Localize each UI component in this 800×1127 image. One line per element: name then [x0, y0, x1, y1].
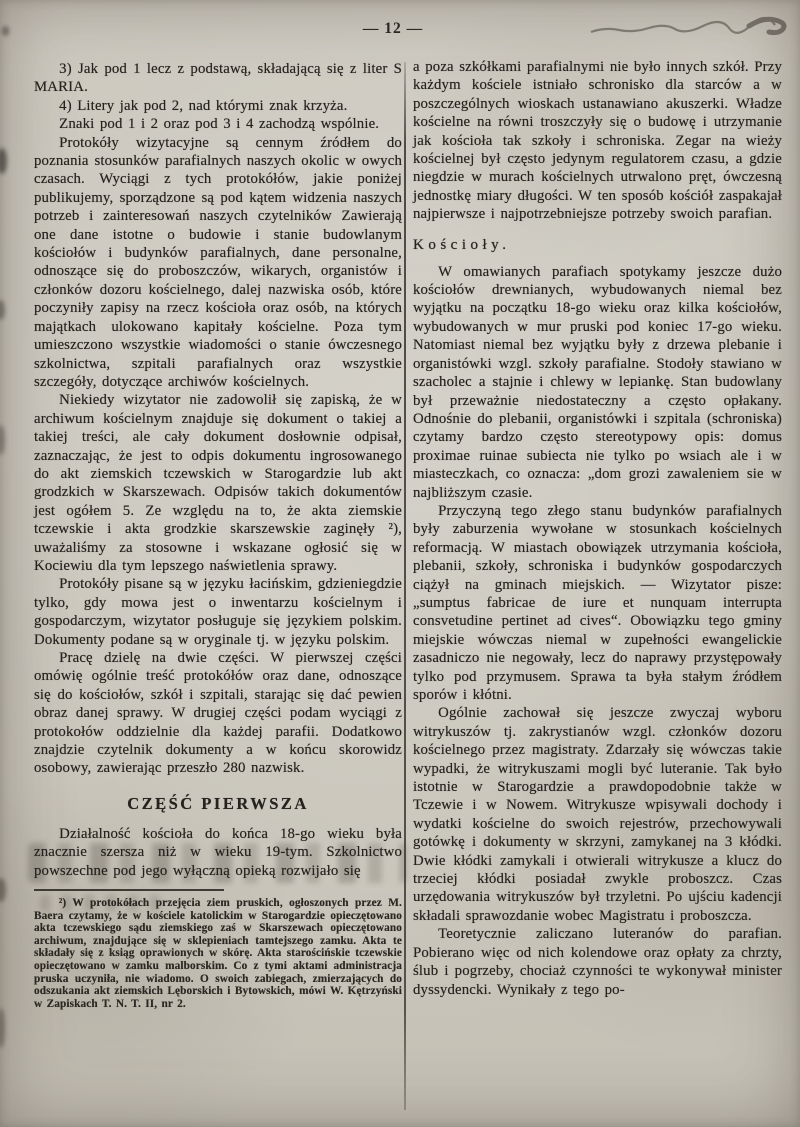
paragraph: Ogólnie zachował się jeszcze zwyczaj wyboru witrykuszów tj. zakrystianów wzgl. członków dozoru kościelnego przez magistraty. Zdarzały się wówczas takie wypadki, że witrykuszami mogli być luteranie. Tak było istotnie w Starogardzie a prawdopodobnie także w Tczewie i w Nowem. Witrykusze wpisywali dochody i wydatki kościelne do swoich rejestrów, przechowywali gotówkę i dokumenty w skrzyni, zamykanej na 3 kłódki. Dwie kłódki zamykali i otwierali witrykusze a klucz do trzeciej kłódki posiadał zwykle proboszcz. Czas urzędowania witrykuszów był trzyletni. Po ujściu kadencji składali sprawozdanie wobec Magistratu i proboszcza. [413, 705, 782, 924]
paragraph: Niekiedy wizytator nie zadowolił się zapiską, że w archiwum kościelnym znajduje się dokument o takiej a takiej treści, ale cały dokument dosłownie odpisał, zaznaczając, że jest to odpis dokumentu ingrosowanego do akt ziemskich tczewskich w Starogardzie lub akt grodzkich w Skarszewach. Odpisów takich dokumentów jest ogółem 5. Ze względu na to, że akta ziemskie tczewskie i akta grodzkie skarszewskie zaginęły ²), uważaliśmy za stosowne i wskazane ogłosić się w Kociewiu dla tym lepszego naświetlenia sprawy. [34, 392, 402, 574]
paragraph: a poza szkółkami parafialnymi nie było innych szkół. Przy każdym kościele istniało schronisko dla starców a w poszczególnych wioskach ustanawiano akuszerki. Władze kościelne na równi troszczyły się o budowę i utrzymanie jak kościoła tak szkoły i schroniska. Zegar na wieży kościelnej był często jedynym regulatorem czasu, a gdzie niegdzie w murach kościelnych utrwalono pręt, ówczesną jednostkę miary długości. W ten sposób kościół zaspakajał najpierwsze i najpotrzebniejsze potrzeby swoich parafian. [413, 59, 782, 223]
section-heading: CZĘŚĆ PIERWSZA [127, 793, 309, 813]
note-line: Znaki pod 1 i 2 oraz pod 3 i 4 zachodzą wspólnie. [59, 116, 380, 133]
ink-bleedthrough-smudge [40, 895, 160, 911]
column-divider-rule [404, 62, 406, 1110]
paragraph: Przyczyną tego złego stanu budynków parafialnych były zaburzenia wywołane w stosunkach kościelnych reformacją. W miastach obowiązek utrzymania kościoła, plebanii, szkoły, schroniska i budynków gospodarczych ciążył na gminach miejskich. — Wizytator pisze: „sumptus fabricae de iure et nunquam interrupta consvetudine pertinet ad cives“. Obowiązku tego gminy miejskie wówczas niemal w zupełności ewangelickie zasadniczo nie negowały, lecz do naprawy przystępowały tylko pod przymusem. Sprawa ta była stałym źródłem sporów i kłótni. [413, 502, 782, 703]
koscioly-heading: Kościoły. [413, 236, 511, 253]
list-item-3: 3) Jak pod 1 lecz z podstawą, składającą się z liter S MARIA. [34, 61, 402, 96]
paragraph: Działalność kościoła do końca 18-go wieku była znacznie szersza niż w wieku 19-tym. Szkolnictwo powszechne pod jego wyłączną opieką rozwijało się [34, 825, 402, 879]
footnote: ²) W protokółach przejęcia ziem pruskich, ogłoszonych przez M. Baera czytamy, że w kościele katolickim w Starogardzie opieczętowano akta tczewskiego sądu ziemskiego zaś w Skarszewach opieczętowano archiwum, znajdujące się w sklepieniach tamtejszego zamku. Akta te składały się z ksiąg oprawionych w skórę. Akta starościńskie tczewskie opieczętowano w zamku malborskim. Co z tymi aktami administracja pruska uczyniła, nie wiadomo. O swoich zabiegach, zmierzających do odszukania akt ziemskich Lęborskich i Bytowskich, mówi W. Kętrzyński w Zapiskach T. N. T. II, nr 2. [34, 897, 402, 1010]
scan-edge-mark [0, 878, 6, 902]
page-number: — 12 — [362, 20, 424, 37]
scan-edge-mark [0, 1008, 5, 1048]
scan-edge-mark [2, 26, 9, 36]
footnote-divider [34, 889, 224, 891]
scan-edge-mark [0, 425, 5, 455]
list-item-4: 4) Litery jak pod 2, nad którymi znak krzyża. [59, 97, 348, 114]
paragraph: Pracę dzielę na dwie części. W pierwszej części omówię ogólnie treść protokółów oraz dane, odnoszące się do kościołów, szkół i szpitali, starając się dać pewien obraz danej sprawy. W drugiej części podam wyciągi z protokołów oddzielnie dla każdej parafii. Dodatkowo znajdzie czytelnik dokumenty a w końcu skorowidz osobowy, zawierając przeszło 280 nazwisk. [34, 650, 402, 777]
scan-edge-mark [0, 300, 5, 320]
paragraph: Protokóły wizytacyjne są cennym źródłem do poznania stosunków parafialnych naszych okolic w owych czasach. Wyciągi z tych protokółów, jakie poniżej publikujemy, sporządzone są pod kątem widzenia naszych potrzeb i zainteresowań naszych czytelników Zawierają one dane istotne o budowie i stanie budowlanym kościołów i budynków parafialnych, dane personalne, odnoszące się do proboszczów, wikarych, organistów i członków dozoru kościelnego, dalej nazwiska osób, które poczyniły zapisy na rzecz kościoła oraz osób, na których majątkach ulokowano kapitały kościelne. Poza tym umieszczono wszystkie wiadomości o stanie ówczesnego szkolnictwa, szpitali parafialnych oraz wszystkie szczegóły, dotyczące archiwów kościelnych. [34, 134, 402, 390]
paragraph: Teoretycznie zaliczano luteranów do parafian. Pobierano więc od nich kolendowe oraz opłaty za chrzty, ślub i pogrzeby, chociaż czynności te wykonywał minister dyssydencki. Wynikały z tego po- [413, 926, 782, 998]
ink-bleedthrough-smudge [28, 843, 406, 883]
paragraph: W omawianych parafiach spotykamy jeszcze dużo kościołów drewnianych, wybudowanych niemal bez wyjątku na początku 18-go wieku oraz kilka kościołów, wybudowanych w mur pruski pod koniec 17-go wieku. Natomiast niemal bez wyjątku były z drzewa plebanie i organistówki wzgl. szkoły parafialne. Stodoły stawiano w szacholec a stajnie i chlewy w lepiankę. Stan budowlany był przeważnie niedostateczny a często opłakany. Odnośnie do plebanii, organistówki i szpitala (schroniska) czytamy bardzo często stereotypowy opis: domus proximae ruinae subiecta nie tylko po wsiach ale i w miasteczkach, co oznacza: „dom grozi zawaleniem sie w najbliższym czasie. [413, 263, 782, 501]
paragraph: Protokóły pisane są w języku łacińskim, gdzieniegdzie tylko, gdy mowa jest o inwentarzu kościelnym i gospodarczym, wizytator posługuje się językiem polskim. Dokumenty podane są w oryginale tj. w języku polskim. [34, 576, 402, 648]
scan-edge-mark [0, 148, 7, 174]
right-column [413, 58, 782, 999]
